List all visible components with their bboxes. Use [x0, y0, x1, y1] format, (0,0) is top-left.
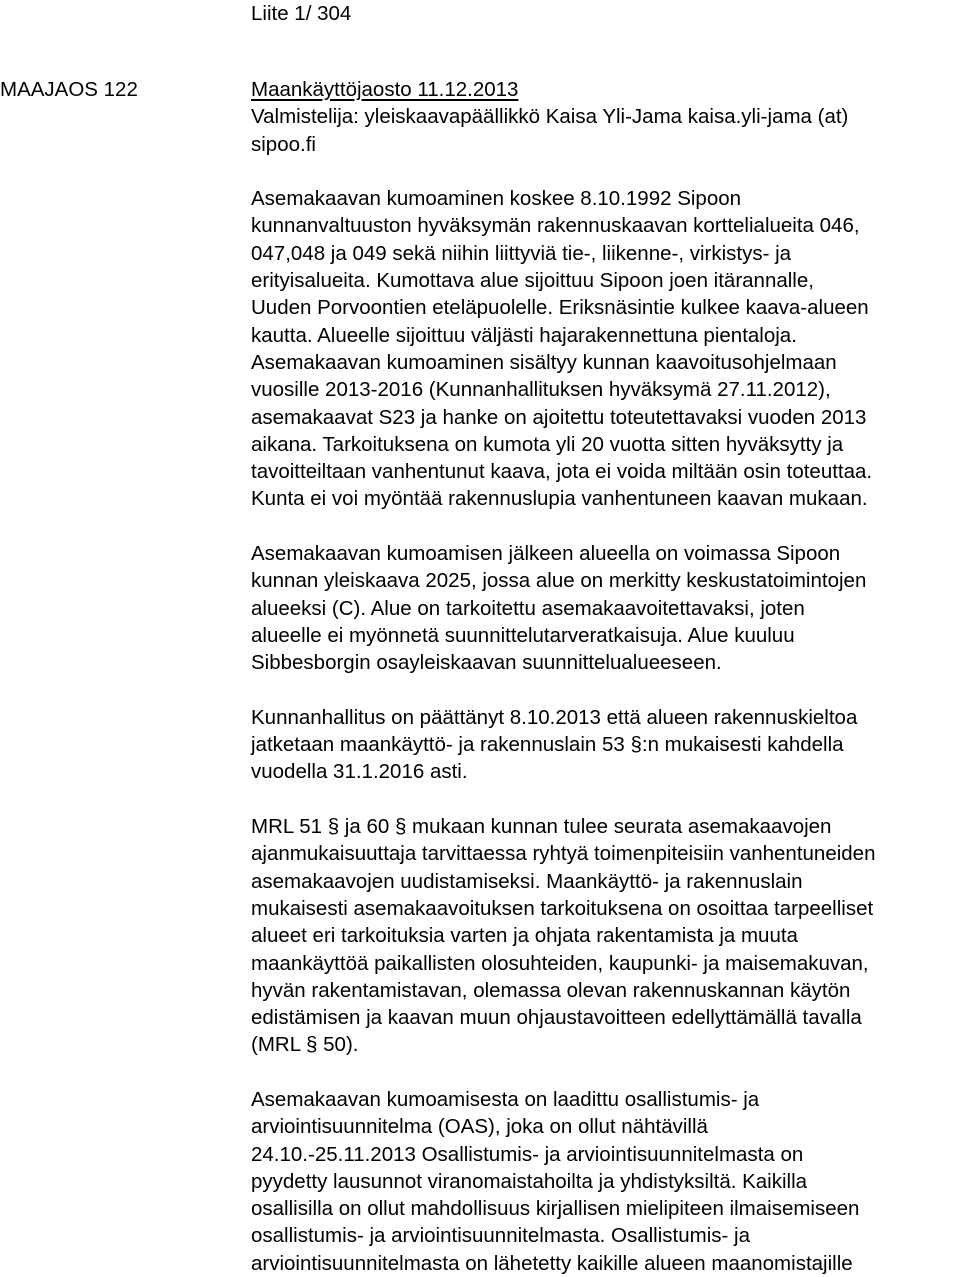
text-line: asemakaavojen uudistamiseksi. Maankäyttö- ja rakennuslain — [251, 869, 803, 893]
text-line: kunnanvaltuuston hyväksymän rakennuskaavan korttelialueita 046, — [251, 214, 860, 238]
text-line: jatketaan maankäyttö- ja rakennuslain 53 §:n mukaisesti kahdella — [251, 733, 844, 757]
attachment-label: Liite 1/ 304 — [251, 2, 352, 25]
text-line: ajanmukaisuuttaja tarvittaessa ryhtyä toimenpiteisiin vanhentuneiden — [251, 842, 876, 866]
text-line: Asemakaavan kumoaminen koskee 8.10.1992 Sipoon — [251, 187, 742, 211]
text-line: (MRL § 50). — [251, 1033, 359, 1057]
text-line: edistämisen ja kaavan muun ohjaustavoitteen edellyttämällä tavalla — [251, 1006, 862, 1030]
paragraph — [251, 813, 960, 1059]
text-line: alueeksi (C). Alue on tarkoitettu asemakaavoitettavaksi, joten — [251, 596, 805, 620]
text-line: kunnan yleiskaava 2025, jossa alue on merkitty keskustatoimintojen — [251, 569, 867, 593]
paragraph — [251, 540, 960, 676]
preparer-email-cont: sipoo.fi — [251, 132, 316, 156]
text-line: vuodella 31.1.2016 asti. — [251, 760, 468, 784]
meeting-info — [251, 76, 960, 158]
text-line: MRL 51 § ja 60 § mukaan kunnan tulee seurata asemakaavojen — [251, 815, 832, 839]
text-line: Asemakaavan kumoamisesta on laadittu osallistumis- ja — [251, 1087, 760, 1111]
text-line: alueet eri tarkoituksia varten ja ohjata rakentamista ja muuta — [251, 924, 798, 948]
paragraph — [251, 185, 960, 513]
text-line: arviointisuunnitelmasta on lähetetty kaikille alueen maanomistajille — [251, 1251, 853, 1275]
meeting-title-link[interactable]: Maankäyttöjaosto 11.12.2013 — [251, 78, 519, 101]
paragraph — [251, 704, 960, 786]
preparer-line: Valmistelija: yleiskaavapäällikkö Kaisa Yli-Jama kaisa.yli-jama (at) — [251, 105, 849, 129]
text-line: maankäyttöä paikallisten olosuhteiden, kaupunki- ja maisemakuvan, — [251, 951, 869, 975]
text-line: osallistumis- ja arviointisuunnitelmasta. Osallistumis- ja — [251, 1224, 750, 1248]
text-line: kautta. Alueelle sijoittuu väljästi hajarakennettuna pientaloja. — [251, 323, 797, 347]
text-line: Kunnanhallitus on päättänyt 8.10.2013 että alueen rakennuskieltoa — [251, 705, 858, 729]
text-line: pyydetty lausunnot viranomaistahoilta ja yhdistyksiltä. Kaikilla — [251, 1169, 808, 1193]
text-line: asemakaavat S23 ja hanke on ajoitettu toteutettavaksi vuoden 2013 — [251, 405, 867, 429]
paragraph — [251, 1086, 960, 1277]
text-line: Sibbesborgin osayleiskaavan suunnittelualueeseen. — [251, 651, 722, 675]
text-line: tavoitteiltaan vanhentunut kaava, jota ei voida miltään osin toteuttaa. — [251, 460, 873, 484]
text-line: arviointisuunnitelma (OAS), joka on ollut nähtävillä — [251, 1115, 708, 1139]
text-line: Asemakaavan kumoamisen jälkeen alueella on voimassa Sipoon — [251, 542, 841, 566]
text-line: Uuden Porvoontien eteläpuolelle. Eriksnäsintie kulkee kaava-alueen — [251, 296, 869, 320]
text-line: erityisalueita. Kumottava alue sijoittuu Sipoon joen itärannalle, — [251, 269, 814, 293]
text-line: Kunta ei voi myöntää rakennuslupia vanhentuneen kaavan mukaan. — [251, 487, 868, 511]
text-line: mukaisesti asemakaavoituksen tarkoituksena on osoittaa tarpeelliset — [251, 896, 874, 920]
text-line: aikana. Tarkoituksena on kumota yli 20 vuotta sitten hyväksytty ja — [251, 432, 844, 456]
section-id: MAAJAOS 122 — [0, 78, 138, 101]
text-line: Asemakaavan kumoaminen sisältyy kunnan kaavoitusohjelmaan — [251, 350, 837, 374]
text-line: hyvän rakentamistavan, olemassa olevan rakennuskannan käytön — [251, 978, 851, 1002]
text-line: vuosille 2013-2016 (Kunnanhallituksen hyväksymä 27.11.2012), — [251, 378, 831, 402]
text-line: 047,048 ja 049 sekä niihin liittyviä tie-, liikenne-, virkistys- ja — [251, 241, 792, 265]
text-line: 24.10.-25.11.2013 Osallistumis- ja arviointisuunnitelmasta on — [251, 1142, 804, 1166]
text-line: alueelle ei myönnetä suunnittelutarveratkaisuja. Alue kuuluu — [251, 623, 795, 647]
text-line: osallisilla on ollut mahdollisuus kirjallisen mielipiteen ilmaisemiseen — [251, 1197, 860, 1221]
paragraphs — [251, 185, 960, 1277]
document-body — [251, 76, 960, 1277]
